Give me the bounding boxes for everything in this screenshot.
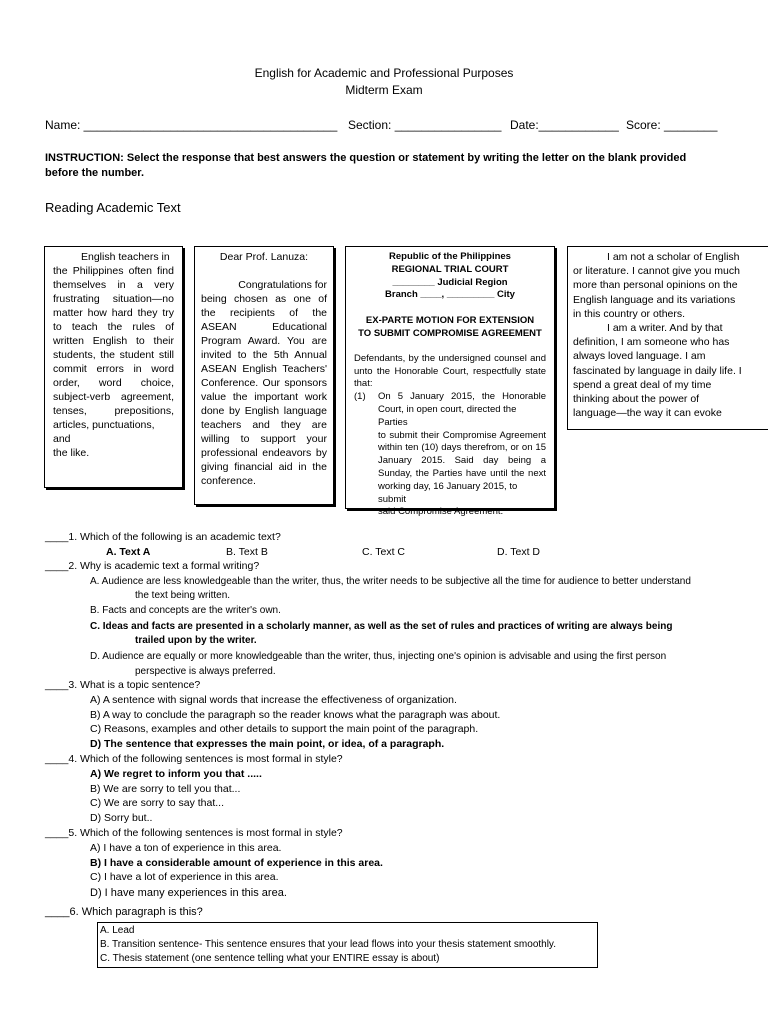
q5-option-b: B) I have a considerable amount of experience in this area.: [90, 857, 383, 869]
q3-option-a: A) A sentence with signal words that increase the effectiveness of organization.: [90, 694, 457, 706]
text-a-line: tenses, prepositions,: [53, 405, 174, 417]
text-b-line: giving financial aid in the: [201, 461, 327, 473]
text-d-line: thinking about the power of: [573, 393, 700, 406]
text-c-intro-line: that:: [354, 378, 373, 390]
text-a-line: articles, punctuations, and: [53, 419, 155, 445]
text-b-line: value the important work: [201, 391, 327, 403]
text-d-line: in this country or others.: [573, 307, 686, 320]
score-field: Score: ________: [626, 118, 718, 132]
text-c-item-line: said Compromise Agreement.: [378, 506, 504, 518]
text-c-motion-title: TO SUBMIT COMPROMISE AGREEMENT: [358, 327, 542, 339]
q5-option-a: A) I have a ton of experience in this area.: [90, 842, 282, 854]
instruction-line-2: before the number.: [45, 167, 145, 179]
text-a-line: order, word choice,: [53, 377, 174, 389]
q2-option-a-cont: the text being written.: [135, 590, 231, 601]
text-d-line: more than personal opinions on the: [573, 279, 738, 292]
text-c-box: [345, 246, 555, 518]
text-b-line: professional endeavors by: [201, 447, 327, 459]
text-b-salutation: Dear Prof. Lanuza:: [219, 251, 309, 263]
text-d-line: always loved language. I am: [573, 350, 706, 363]
text-b-line: Program Award. You are: [201, 335, 327, 347]
q2-option-b: B. Facts and concepts are the writer's own.: [90, 605, 281, 616]
text-b-line: ASEAN English Teachers': [201, 363, 327, 375]
q2-option-c-cont: trailed upon by the writer.: [135, 635, 257, 646]
q2-option-d: D. Audience are equally or more knowledgeable than the writer, thus, injecting one's opinion is advisable and using the first person: [90, 651, 667, 662]
q3-option-d: D) The sentence that expresses the main point, or idea, of a paragraph.: [90, 738, 445, 750]
text-d-line: fascinated by language in daily life. I: [573, 364, 742, 377]
text-d-line: I am a writer. And by that: [607, 322, 723, 335]
section-title: Reading Academic Text: [45, 200, 181, 215]
text-d-line: I am not a scholar of English: [607, 251, 740, 263]
text-c-item: [354, 391, 546, 519]
q6-option-a: A. Lead: [100, 925, 135, 936]
text-b-line: being chosen as one of: [201, 293, 327, 305]
text-a-line: subject-verb agreement,: [53, 391, 174, 403]
text-b-line: conference.: [201, 475, 256, 487]
q5-option-c: C) I have a lot of experience in this area.: [90, 871, 279, 883]
text-b-line: invited to the 5th Annual: [201, 349, 327, 361]
text-b-line: Conference. Our sponsors: [201, 377, 327, 389]
q4-option-d: D) Sorry but..: [90, 812, 153, 824]
instruction-line-1: INSTRUCTION: Select the response that best answers the question or statement by writing the letter on the blank provided: [45, 152, 687, 164]
q6-option-b: B. Transition sentence- This sentence ensures that your lead flows into your thesis statement smoothly.: [100, 939, 556, 950]
q4-option-a: A) We regret to inform you that .....: [90, 768, 262, 780]
question-6: ____6. Which paragraph is this?: [45, 906, 203, 918]
text-b-box: [194, 246, 334, 505]
q4-option-c: C) We are sorry to say that...: [90, 797, 225, 809]
text-b-line: ASEAN Educational: [201, 321, 327, 333]
text-a-line: to teach the rules of: [53, 321, 174, 333]
text-c-heading: Branch ____, _________ City: [385, 289, 515, 301]
text-c-item-line: On 5 January 2015, the Honorable: [378, 391, 546, 403]
text-c-heading: Republic of the Philippines: [389, 251, 511, 262]
q4-option-b: B) We are sorry to tell you that...: [90, 783, 241, 795]
text-a-line: matter how hard they try: [53, 307, 174, 319]
q3-option-c: C) Reasons, examples and other details to support the main point of the paragraph.: [90, 723, 479, 735]
question-5: ____5. Which of the following sentences is most formal in style?: [45, 827, 343, 839]
text-c-intro-line: unto the Honorable Court, respectfully state: [354, 365, 546, 377]
text-c-heading: ________ Judicial Region: [392, 276, 508, 288]
section-field: Section: ________________: [348, 118, 502, 132]
text-b-line: Congratulations for: [238, 279, 327, 291]
question-4: ____4. Which of the following sentences is most formal in style?: [45, 753, 343, 765]
text-b-line: willing to support your: [201, 433, 327, 445]
q6-option-c: C. Thesis statement (one sentence telling what your ENTIRE essay is about): [100, 953, 440, 964]
question-1: ____1. Which of the following is an academic text?: [45, 531, 281, 543]
q2-option-d-cont: perspective is always preferred.: [135, 666, 276, 677]
text-a-line: the like.: [53, 447, 90, 459]
text-c-heading: REGIONAL TRIAL COURT: [391, 263, 509, 275]
text-d-box: [567, 246, 768, 430]
text-c-item-line: Court, in open court, directed the Parties: [378, 403, 517, 428]
text-c-item-line: January 2015. Said day being a: [378, 455, 546, 467]
name-field: Name: ______________________________________: [45, 118, 338, 132]
text-b-line: done by English language: [201, 405, 327, 417]
q3-option-b: B) A way to conclude the paragraph so the reader knows what the paragraph was about.: [90, 709, 501, 721]
text-a-line: English teachers in: [81, 251, 170, 263]
text-a-line: written English to their: [53, 335, 174, 347]
text-d-line: spend a great deal of my time: [573, 378, 712, 391]
text-a-line: commit errors in word: [53, 363, 174, 375]
text-c-item-line: working day, 16 January 2015, to submit: [378, 480, 518, 505]
text-d-line: language—the way it can evoke: [573, 407, 722, 420]
text-c-item-line: within ten (10) days therefrom, or on 15: [378, 442, 546, 454]
text-a-line: the Philippines often find: [53, 265, 174, 277]
course-title: English for Academic and Professional Purposes: [254, 66, 514, 80]
date-field: Date:____________: [510, 118, 619, 132]
text-c-item-line: Sunday, the Parties have until the next: [378, 467, 546, 479]
text-b-line: the recipients of the: [201, 307, 327, 319]
text-a-line: frustrating situation—no: [53, 293, 174, 305]
q2-option-a: A. Audience are less knowledgeable than the writer, thus, the writer needs to be subjective all the time for audience to better understand: [90, 576, 691, 587]
q2-option-c: C. Ideas and facts are presented in a scholarly manner, as well as the set of rules and practices of writing are always being: [90, 621, 673, 632]
text-a-box: [44, 246, 183, 488]
question-2: ____2. Why is academic text a formal writing?: [45, 560, 260, 572]
q1-option-a: A. Text A: [106, 546, 151, 558]
text-c-item-number: (1): [354, 391, 366, 403]
q1-option-d: D. Text D: [497, 546, 540, 558]
exam-title: Midterm Exam: [345, 83, 423, 97]
text-b-line: teachers and they are: [201, 419, 327, 431]
q5-option-d: D) I have many experiences in this area.: [90, 887, 287, 899]
text-d-line: English language and its variations: [573, 293, 736, 306]
text-d-line: definition, I am someone who has: [573, 336, 730, 349]
text-c-intro-line: Defendants, by the undersigned counsel and: [354, 352, 546, 364]
text-a-line: themselves in a very: [53, 279, 174, 291]
q6-options-box: [97, 922, 598, 968]
q1-option-c: C. Text C: [362, 546, 405, 558]
text-c-motion-title: EX-PARTE MOTION FOR EXTENSION: [365, 315, 535, 327]
question-3: ____3. What is a topic sentence?: [45, 679, 201, 691]
text-c-item-line: to submit their Compromise Agreement: [378, 429, 546, 441]
text-a-line: students, the student still: [53, 349, 174, 361]
q1-option-b: B. Text B: [226, 546, 268, 558]
text-d-line: or literature. I cannot give you much: [573, 265, 740, 278]
